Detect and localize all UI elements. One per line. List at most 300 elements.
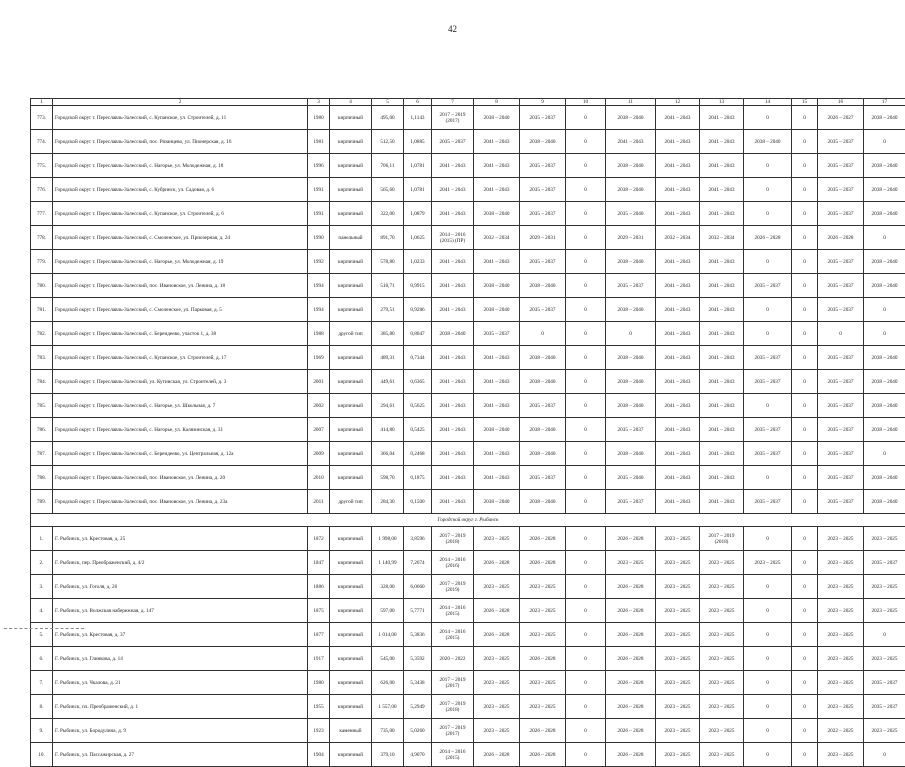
table-cell: другой тип — [330, 490, 372, 514]
table-cell: 2041 – 2043 — [656, 466, 700, 490]
table-cell: 5,3592 — [404, 647, 432, 671]
table-row — [31, 226, 905, 250]
table-cell: кирпичный — [330, 274, 372, 298]
table-cell: 4. — [31, 599, 53, 623]
table-cell: 0 — [792, 575, 818, 599]
column-header: 6 — [404, 99, 432, 106]
table-cell: кирпичный — [330, 599, 372, 623]
table-cell: 0 — [864, 623, 905, 647]
table-cell: 0 — [520, 322, 566, 346]
table-cell: 2023 – 2025 — [864, 719, 905, 743]
table-cell: кирпичный — [330, 298, 372, 322]
table-cell: 2041 – 2043 — [656, 322, 700, 346]
table-cell: 2041 – 2043 — [700, 346, 744, 370]
table-cell: Г. Рыбинск, ул. Глинкова, д. 14 — [53, 647, 308, 671]
table-cell: 449,61 — [372, 370, 404, 394]
table-cell: 2023 – 2025 — [700, 647, 744, 671]
table-cell: 2041 – 2043 — [606, 130, 656, 154]
table-cell: 2035 – 2037 — [744, 490, 792, 514]
table-cell: 2035 – 2037 — [818, 370, 864, 394]
column-header: 15 — [792, 99, 818, 106]
table-cell: 2023 – 2025 — [656, 623, 700, 647]
table-cell: 2023 – 2025 — [864, 599, 905, 623]
table-cell: 0 — [792, 322, 818, 346]
table-cell: 2023 – 2025 — [474, 575, 520, 599]
table-cell: 785. — [31, 394, 53, 418]
table-cell: 2023 – 2025 — [700, 551, 744, 575]
table-cell: 2026 – 2028 — [606, 599, 656, 623]
table-cell: 9. — [31, 719, 53, 743]
table-cell: 2023 – 2025 — [864, 527, 905, 551]
table-cell: 2023 – 2025 — [520, 575, 566, 599]
table-cell: Г. Рыбинск, пер. Преображенский, д. 4/2 — [53, 551, 308, 575]
table-cell: 776. — [31, 178, 53, 202]
table-cell: 1 140,99 — [372, 551, 404, 575]
table-cell: 2041 – 2043 — [474, 178, 520, 202]
table-cell: 2002 — [308, 394, 330, 418]
table-cell: 1917 — [308, 647, 330, 671]
table-cell: 773. — [31, 106, 53, 130]
table-cell: кирпичный — [330, 250, 372, 274]
column-header: 3 — [308, 99, 330, 106]
table-row — [31, 154, 905, 178]
table-cell: 2023 – 2025 — [700, 575, 744, 599]
table-cell: 0 — [792, 719, 818, 743]
table-cell: 2038 – 2040 — [520, 418, 566, 442]
table-row — [31, 695, 905, 719]
table-cell: 2038 – 2040 — [474, 274, 520, 298]
table-cell: 2023 – 2025 — [520, 671, 566, 695]
table-cell: кирпичный — [330, 154, 372, 178]
table-cell: 1877 — [308, 623, 330, 647]
column-header: 17 — [864, 99, 905, 106]
table-cell: 385,80 — [372, 322, 404, 346]
table-cell: 2035 – 2037 — [818, 178, 864, 202]
table-cell: 2038 – 2040 — [474, 418, 520, 442]
table-cell: 2041 – 2043 — [432, 442, 474, 466]
table-cell: 2023 – 2025 — [818, 743, 864, 767]
table-cell: 5,3836 — [404, 623, 432, 647]
table-cell: 2041 – 2043 — [656, 370, 700, 394]
table-cell: 1872 — [308, 527, 330, 551]
table-cell: 2038 – 2040 — [606, 154, 656, 178]
table-cell: кирпичный — [330, 623, 372, 647]
table-row — [31, 106, 905, 130]
table-cell: 2038 – 2040 — [864, 154, 905, 178]
table-cell: 322,00 — [372, 202, 404, 226]
table-cell: 0 — [744, 647, 792, 671]
table-cell: 2022 – 2025 — [818, 719, 864, 743]
table-cell: 2041 – 2043 — [656, 490, 700, 514]
table-cell: 2041 – 2043 — [432, 154, 474, 178]
table-cell: 1886 — [308, 575, 330, 599]
table-cell: 0 — [864, 322, 905, 346]
table-cell: 2041 – 2043 — [656, 178, 700, 202]
table-cell: 2035 – 2037 — [520, 298, 566, 322]
table-cell: другой тип — [330, 322, 372, 346]
table-cell: 0 — [744, 623, 792, 647]
table-cell: Г. Рыбинск, пл. Преображенский, д. 1 — [53, 695, 308, 719]
table-cell: 379,10 — [372, 743, 404, 767]
footer-rule — [4, 628, 84, 629]
table-cell: 1994 — [308, 274, 330, 298]
table-cell: 2035 – 2037 — [818, 490, 864, 514]
table-cell: 1,0879 — [404, 202, 432, 226]
table-cell: 706,11 — [372, 154, 404, 178]
table-row — [31, 274, 905, 298]
table-cell: 2041 – 2043 — [700, 442, 744, 466]
table-cell: 2017 – 2019 (2017) — [432, 106, 474, 130]
table-row — [31, 719, 905, 743]
column-header: 16 — [818, 99, 864, 106]
table-cell: 2041 – 2043 — [700, 274, 744, 298]
table-cell: 2026 – 2028 — [520, 551, 566, 575]
table-cell: 565,60 — [372, 178, 404, 202]
table-cell: 495,00 — [372, 106, 404, 130]
table-cell: 0,1500 — [404, 490, 432, 514]
table-row — [31, 647, 905, 671]
table-cell: 2023 – 2025 — [474, 695, 520, 719]
table-cell: 0 — [864, 298, 905, 322]
table-cell: 1988 — [308, 322, 330, 346]
table-cell: 0 — [792, 695, 818, 719]
table-row — [31, 322, 905, 346]
table-cell: 2014 – 2016 (2015) — [432, 743, 474, 767]
table-cell: 2038 – 2040 — [520, 346, 566, 370]
table-cell: 1,0885 — [404, 130, 432, 154]
table-cell: 2026 – 2028 — [818, 226, 864, 250]
table-cell: 2041 – 2043 — [432, 418, 474, 442]
table-row — [31, 298, 905, 322]
table-cell: 0 — [744, 154, 792, 178]
table-cell: 2035 – 2037 — [818, 298, 864, 322]
table-cell: 2035 – 2037 — [606, 274, 656, 298]
table-cell: 2023 – 2025 — [520, 599, 566, 623]
table-cell: 328,00 — [372, 575, 404, 599]
table-cell: 0 — [792, 274, 818, 298]
housing-schedule-table — [30, 98, 905, 767]
table-cell: 2035 – 2037 — [818, 442, 864, 466]
table-cell: 0 — [566, 466, 606, 490]
table-cell: 2038 – 2040 — [864, 418, 905, 442]
table-cell: 2023 – 2025 — [818, 671, 864, 695]
table-cell: кирпичный — [330, 671, 372, 695]
table-cell: 1980 — [308, 671, 330, 695]
table-cell: 2035 – 2037 — [864, 551, 905, 575]
table-row — [31, 623, 905, 647]
table-row — [31, 490, 905, 514]
column-header: 8 — [474, 99, 520, 106]
table-cell: 2035 – 2037 — [744, 442, 792, 466]
table-cell: 2035 – 2037 — [744, 418, 792, 442]
table-cell: 777. — [31, 202, 53, 226]
table-cell: 2017 – 2019 (2018) — [700, 527, 744, 551]
table-cell: 2029 – 2031 — [520, 226, 566, 250]
table-cell: 279,51 — [372, 298, 404, 322]
table-cell: 0 — [566, 298, 606, 322]
table-cell: 2023 – 2025 — [818, 647, 864, 671]
table-cell: 2041 – 2043 — [432, 346, 474, 370]
table-cell: каменный — [330, 719, 372, 743]
table-cell: 0 — [792, 527, 818, 551]
table-cell: 1994 — [308, 298, 330, 322]
table-cell: 2023 – 2025 — [474, 647, 520, 671]
table-cell: кирпичный — [330, 130, 372, 154]
table-cell: 1969 — [308, 346, 330, 370]
table-cell: Городской округ г. Переславль-Залесский, с. Смоленское, ул. Приозерная, д. 24 — [53, 226, 308, 250]
table-cell: 0 — [566, 226, 606, 250]
table-cell: 779. — [31, 250, 53, 274]
table-cell: 781. — [31, 298, 53, 322]
column-header: 2 — [53, 99, 308, 106]
table-cell: 2041 – 2043 — [700, 490, 744, 514]
table-cell: 0 — [792, 647, 818, 671]
table-cell: 2026 – 2028 — [474, 623, 520, 647]
table-cell: 545,00 — [372, 647, 404, 671]
column-header: 7 — [432, 99, 474, 106]
table-cell: Городской округ г. Переславль-Залесский, пос. Ивановское, ул. Ленина, д. 20 — [53, 466, 308, 490]
table-cell: 2041 – 2043 — [432, 202, 474, 226]
table-cell: 2035 – 2037 — [818, 418, 864, 442]
table-cell: 0 — [566, 394, 606, 418]
column-header: 14 — [744, 99, 792, 106]
table-cell: 2035 – 2037 — [818, 346, 864, 370]
table-cell: 2023 – 2025 — [818, 527, 864, 551]
table-cell: 5,2949 — [404, 695, 432, 719]
table-cell: 0 — [744, 250, 792, 274]
table-cell: 2038 – 2040 — [864, 202, 905, 226]
table-cell: Городской округ г. Переславль-Залесский, пос. Ивановское, ул. Ленина, д. 18 — [53, 274, 308, 298]
table-cell: 2023 – 2025 — [700, 671, 744, 695]
table-cell: 2038 – 2040 — [864, 250, 905, 274]
table-cell: кирпичный — [330, 370, 372, 394]
table-cell: 0 — [792, 178, 818, 202]
table-cell: 783. — [31, 346, 53, 370]
section-header-row — [31, 514, 905, 527]
table-row — [31, 743, 905, 767]
table-cell: 788. — [31, 466, 53, 490]
table-cell: 2023 – 2025 — [656, 743, 700, 767]
table-cell: 2041 – 2043 — [432, 250, 474, 274]
table-cell: 0,8047 — [404, 322, 432, 346]
table-cell: 2023 – 2025 — [864, 647, 905, 671]
table-cell: 2041 – 2043 — [656, 442, 700, 466]
table-cell: 0 — [566, 442, 606, 466]
table-cell: 578,80 — [372, 250, 404, 274]
table-cell: 0 — [864, 442, 905, 466]
table-cell: Городской округ г. Переславль-Залесский, пос. Рязанцево, ул. Пионерская, д. 16 — [53, 130, 308, 154]
table-cell: 0,9286 — [404, 298, 432, 322]
table-cell: 1,0781 — [404, 154, 432, 178]
table-cell: 2035 – 2037 — [818, 274, 864, 298]
table-cell: 2023 – 2025 — [700, 599, 744, 623]
table-row — [31, 551, 905, 575]
table-cell: 2038 – 2040 — [864, 490, 905, 514]
table-cell: 2035 – 2037 — [818, 130, 864, 154]
table-cell: Г. Рыбинск, ул. Крестовая, д. 37 — [53, 623, 308, 647]
table-cell: 1990 — [308, 226, 330, 250]
table-cell: 0 — [566, 575, 606, 599]
table-cell: 2035 – 2037 — [744, 274, 792, 298]
table-cell: 2041 – 2043 — [656, 298, 700, 322]
table-row — [31, 370, 905, 394]
section-title: Городской округ г. Рыбинск — [31, 514, 905, 527]
table-cell: 2035 – 2037 — [520, 394, 566, 418]
table-cell: 2007 — [308, 418, 330, 442]
table-cell: 2014 – 2016 (2015) — [432, 599, 474, 623]
table-cell: 2026 – 2028 — [606, 575, 656, 599]
table-row — [31, 466, 905, 490]
table-cell: Городской округ г. Переславль-Залесский, с. Нагорье, ул. Калязинская, д. 31 — [53, 418, 308, 442]
table-cell: 0 — [744, 106, 792, 130]
table-cell: 2038 – 2040 — [606, 178, 656, 202]
table-cell: 0 — [792, 370, 818, 394]
table-cell: 0 — [744, 322, 792, 346]
table-cell: 2038 – 2040 — [474, 106, 520, 130]
table-cell: 0 — [566, 527, 606, 551]
table-cell: 1904 — [308, 743, 330, 767]
table-cell: 2026 – 2028 — [606, 743, 656, 767]
table-row — [31, 575, 905, 599]
table-cell: 891,70 — [372, 226, 404, 250]
table-cell: 2035 – 2037 — [864, 671, 905, 695]
table-cell: 1,0781 — [404, 178, 432, 202]
table-cell: 2038 – 2040 — [520, 370, 566, 394]
table-cell: 0 — [792, 130, 818, 154]
table-cell: 2023 – 2025 — [818, 623, 864, 647]
table-cell: 2026 – 2028 — [606, 527, 656, 551]
table-cell: 2023 – 2025 — [700, 623, 744, 647]
table-cell: 2009 — [308, 442, 330, 466]
table-cell: 2041 – 2043 — [432, 370, 474, 394]
table-cell: 2038 – 2040 — [606, 442, 656, 466]
table-cell: 0 — [792, 250, 818, 274]
table-cell: 284,30 — [372, 490, 404, 514]
table-cell: 0,5625 — [404, 394, 432, 418]
table-cell: 2017 – 2019 (2019) — [432, 575, 474, 599]
table-cell: кирпичный — [330, 106, 372, 130]
table-cell: 2038 – 2040 — [606, 106, 656, 130]
table-cell: 2041 – 2043 — [656, 250, 700, 274]
table-cell: 2041 – 2043 — [432, 298, 474, 322]
table-cell: 0 — [792, 442, 818, 466]
table-cell: 2035 – 2037 — [520, 250, 566, 274]
table-cell: 782. — [31, 322, 53, 346]
table-cell: 2017 – 2019 (2018) — [432, 695, 474, 719]
table-cell: 0,7344 — [404, 346, 432, 370]
table-cell: 2023 – 2025 — [606, 551, 656, 575]
table-cell: 2041 – 2043 — [432, 178, 474, 202]
table-cell: Г. Рыбинск, ул. Пассажирская, д. 27 — [53, 743, 308, 767]
table-cell: 2041 – 2043 — [700, 250, 744, 274]
table-cell: 2035 – 2037 — [818, 154, 864, 178]
table-cell: кирпичный — [330, 527, 372, 551]
table-cell: Г. Рыбинск, ул. Волжская набережная, д. 147 — [53, 599, 308, 623]
table-cell: 2026 – 2028 — [474, 743, 520, 767]
table-cell: 0 — [566, 647, 606, 671]
table-cell: 598,70 — [372, 466, 404, 490]
table-cell: 2023 – 2025 — [818, 695, 864, 719]
table-cell: 2035 – 2037 — [818, 466, 864, 490]
table-cell: 6,0660 — [404, 575, 432, 599]
table-cell: 3. — [31, 575, 53, 599]
table-cell: 2032 – 2034 — [656, 226, 700, 250]
table-cell: 2026 – 2028 — [520, 527, 566, 551]
table-cell: 2035 – 2037 — [744, 346, 792, 370]
table-cell: 0 — [744, 575, 792, 599]
table-cell: 0 — [864, 743, 905, 767]
table-cell: кирпичный — [330, 647, 372, 671]
table-row — [31, 394, 905, 418]
table-row — [31, 442, 905, 466]
table-cell: 5. — [31, 623, 53, 647]
table-cell: 1992 — [308, 250, 330, 274]
table-cell: 2023 – 2025 — [656, 719, 700, 743]
table-cell: 626,00 — [372, 671, 404, 695]
table-cell: Городской округ г. Переславль-Залесский, с. Купанское, ул. Строителей, д. 6 — [53, 202, 308, 226]
table-cell: 0 — [566, 154, 606, 178]
table-cell: 0 — [864, 226, 905, 250]
table-cell: 2041 – 2043 — [474, 346, 520, 370]
table-cell: 0 — [792, 551, 818, 575]
table-cell: 2041 – 2043 — [656, 418, 700, 442]
table-cell: 2023 – 2025 — [818, 575, 864, 599]
table-cell: 0 — [566, 346, 606, 370]
table-cell: 787. — [31, 442, 53, 466]
table-cell: 5,7771 — [404, 599, 432, 623]
table-cell: 2041 – 2043 — [656, 274, 700, 298]
table-row — [31, 202, 905, 226]
table-cell: 0,1875 — [404, 466, 432, 490]
table-cell: 2041 – 2043 — [700, 106, 744, 130]
table-cell: 2023 – 2025 — [656, 671, 700, 695]
table-cell: 2041 – 2043 — [700, 130, 744, 154]
table-cell: Г. Рыбинск, ул. Крестовая, д. 25 — [53, 527, 308, 551]
table-cell: 2035 – 2037 — [818, 250, 864, 274]
table-cell: кирпичный — [330, 178, 372, 202]
table-cell: 775. — [31, 154, 53, 178]
table-cell: 2041 – 2043 — [656, 130, 700, 154]
table-cell: 2026 – 2028 — [606, 623, 656, 647]
table-cell: 0 — [818, 322, 864, 346]
table-cell: 2023 – 2025 — [818, 599, 864, 623]
table-cell: кирпичный — [330, 575, 372, 599]
table-cell: 2041 – 2043 — [700, 178, 744, 202]
table-cell: 0 — [566, 322, 606, 346]
table-cell: 2035 – 2037 — [520, 466, 566, 490]
table-cell: Городской округ г. Переславль-Залесский, с. Кубринск, ул. Садовая, д. 6 — [53, 178, 308, 202]
table-cell: кирпичный — [330, 466, 372, 490]
table-cell: 0 — [792, 490, 818, 514]
table-cell: 2038 – 2040 — [744, 130, 792, 154]
table-cell: 414,80 — [372, 418, 404, 442]
table-cell: 1875 — [308, 599, 330, 623]
table-cell: 2023 – 2025 — [656, 575, 700, 599]
table-cell: 2041 – 2043 — [474, 442, 520, 466]
table-cell: 2041 – 2043 — [432, 466, 474, 490]
table-cell: 1923 — [308, 719, 330, 743]
table-cell: 2038 – 2040 — [864, 466, 905, 490]
table-cell: 1847 — [308, 551, 330, 575]
table-cell: Городской округ г. Переславль-Залесский, с. Берендеево, ул. Центральная, д. 12а — [53, 442, 308, 466]
table-row — [31, 599, 905, 623]
table-cell: Городской округ г. Переславль-Залесский, с. Купанское, ул. Строителей, д. 11 — [53, 106, 308, 130]
table-cell: 2041 – 2043 — [700, 154, 744, 178]
table-cell: 1980 — [308, 106, 330, 130]
table-cell: 0 — [566, 551, 606, 575]
table-cell: 2041 – 2043 — [474, 130, 520, 154]
table-cell: Городской округ г. Переславль-Залесский, ул. Кутинская, ул. Строителей, д. 3 — [53, 370, 308, 394]
